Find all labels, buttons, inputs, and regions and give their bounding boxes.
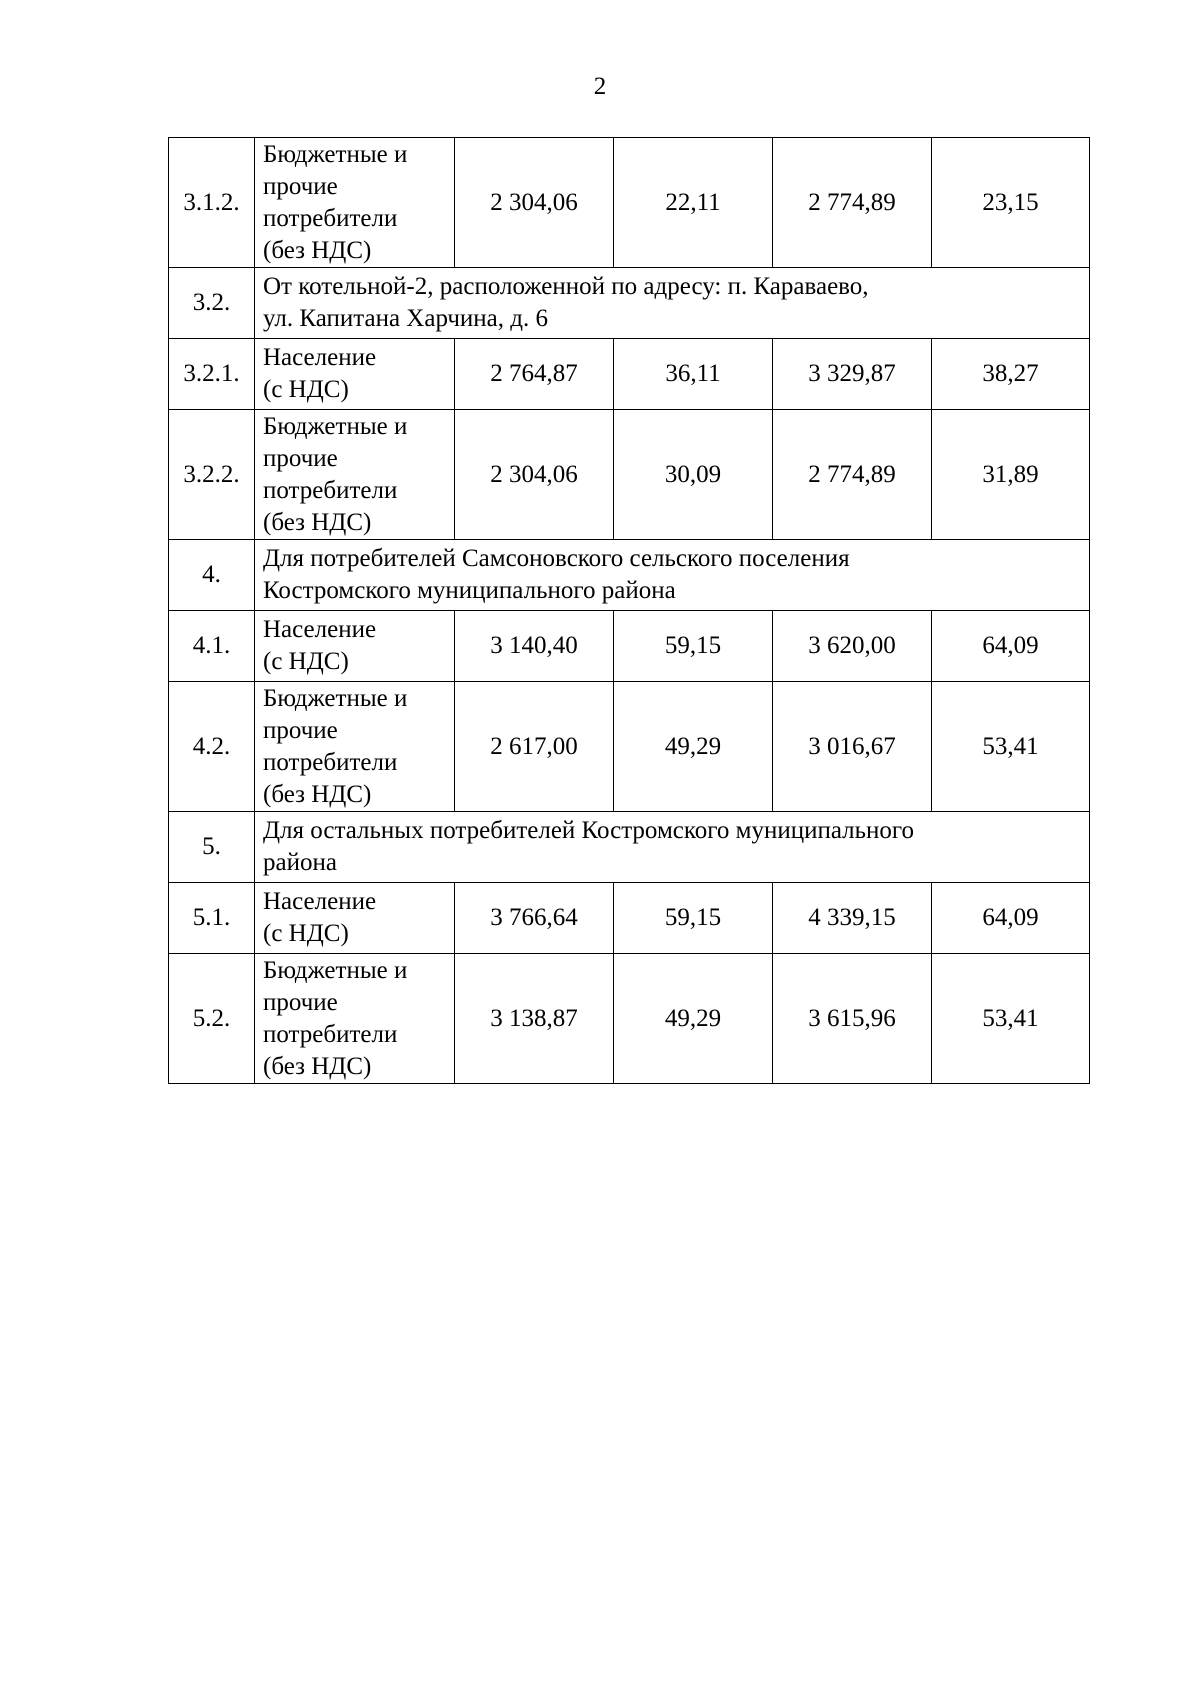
value-cell: 64,09 (932, 611, 1090, 682)
label-line: (без НДС) (263, 508, 372, 536)
value-cell: 22,11 (614, 138, 773, 268)
value-cell: 53,41 (932, 682, 1090, 812)
title-line: Для остальных потребителей Костромского муниципального (263, 817, 915, 844)
value-cell: 4 339,15 (773, 883, 932, 954)
title-line: Для потребителей Самсоновского сельского поселения (263, 545, 850, 572)
row-number: 4.2. (169, 682, 255, 812)
value-cell: 38,27 (932, 339, 1090, 410)
value-cell: 30,09 (614, 410, 773, 540)
table-row (169, 611, 1090, 682)
consumer-label (255, 410, 455, 540)
table-row (169, 883, 1090, 954)
consumer-label (255, 883, 455, 954)
label-line: Бюджетные и (263, 956, 408, 984)
consumer-label (255, 954, 455, 1084)
value-cell: 3 016,67 (773, 682, 932, 812)
row-number: 3.2.1. (169, 339, 255, 410)
table-row (169, 410, 1090, 540)
value-cell: 23,15 (932, 138, 1090, 268)
value-cell: 3 138,87 (455, 954, 614, 1084)
title-line: Костромского муниципального района (263, 577, 676, 604)
value-cell: 2 617,00 (455, 682, 614, 812)
title-line: ул. Капитана Харчина, д. 6 (263, 305, 548, 332)
value-cell: 2 774,89 (773, 410, 932, 540)
row-number: 5. (169, 812, 255, 883)
label-line: (без НДС) (263, 1052, 372, 1080)
value-cell: 36,11 (614, 339, 773, 410)
label-line: прочие (263, 172, 338, 200)
table-row (169, 339, 1090, 410)
row-number: 4.1. (169, 611, 255, 682)
label-line: (с НДС) (263, 376, 349, 403)
section-title (255, 812, 1090, 883)
value-cell: 2 764,87 (455, 339, 614, 410)
label-line: потребители (263, 204, 398, 232)
label-line: Бюджетные и (263, 140, 408, 168)
row-number: 3.2. (169, 268, 255, 339)
table-row (169, 682, 1090, 812)
value-cell: 3 615,96 (773, 954, 932, 1084)
value-cell: 3 620,00 (773, 611, 932, 682)
label-line: потребители (263, 748, 398, 776)
label-line: Население (263, 888, 377, 915)
tariff-table (168, 137, 1090, 1084)
value-cell: 31,89 (932, 410, 1090, 540)
consumer-label (255, 138, 455, 268)
value-cell: 2 304,06 (455, 138, 614, 268)
value-cell: 49,29 (614, 682, 773, 812)
value-cell: 64,09 (932, 883, 1090, 954)
label-line: Население (263, 344, 377, 371)
consumer-label (255, 682, 455, 812)
value-cell: 49,29 (614, 954, 773, 1084)
label-line: прочие (263, 716, 338, 744)
consumer-label (255, 611, 455, 682)
row-number: 3.1.2. (169, 138, 255, 268)
label-line: потребители (263, 1020, 398, 1048)
label-line: (с НДС) (263, 648, 349, 675)
row-number: 4. (169, 540, 255, 611)
row-number: 3.2.2. (169, 410, 255, 540)
label-line: потребители (263, 476, 398, 504)
value-cell: 2 774,89 (773, 138, 932, 268)
label-line: прочие (263, 444, 338, 472)
label-line: Бюджетные и (263, 684, 408, 712)
page-number: 2 (593, 73, 607, 100)
label-line: (без НДС) (263, 236, 372, 264)
section-row (169, 268, 1090, 339)
section-row (169, 812, 1090, 883)
label-line: Население (263, 616, 377, 643)
value-cell: 3 140,40 (455, 611, 614, 682)
title-line: От котельной-2, расположенной по адресу: п. Караваево, (263, 273, 869, 300)
value-cell: 3 329,87 (773, 339, 932, 410)
section-title (255, 540, 1090, 611)
value-cell: 2 304,06 (455, 410, 614, 540)
table-body (169, 138, 1090, 1084)
value-cell: 59,15 (614, 611, 773, 682)
consumer-label (255, 339, 455, 410)
label-line: (без НДС) (263, 780, 372, 808)
value-cell: 3 766,64 (455, 883, 614, 954)
label-line: Бюджетные и (263, 412, 408, 440)
table-row (169, 138, 1090, 268)
title-line: района (263, 849, 337, 876)
label-line: (с НДС) (263, 920, 349, 947)
table-row (169, 954, 1090, 1084)
section-row (169, 540, 1090, 611)
value-cell: 59,15 (614, 883, 773, 954)
value-cell: 53,41 (932, 954, 1090, 1084)
row-number: 5.2. (169, 954, 255, 1084)
section-title (255, 268, 1090, 339)
label-line: прочие (263, 988, 338, 1016)
row-number: 5.1. (169, 883, 255, 954)
